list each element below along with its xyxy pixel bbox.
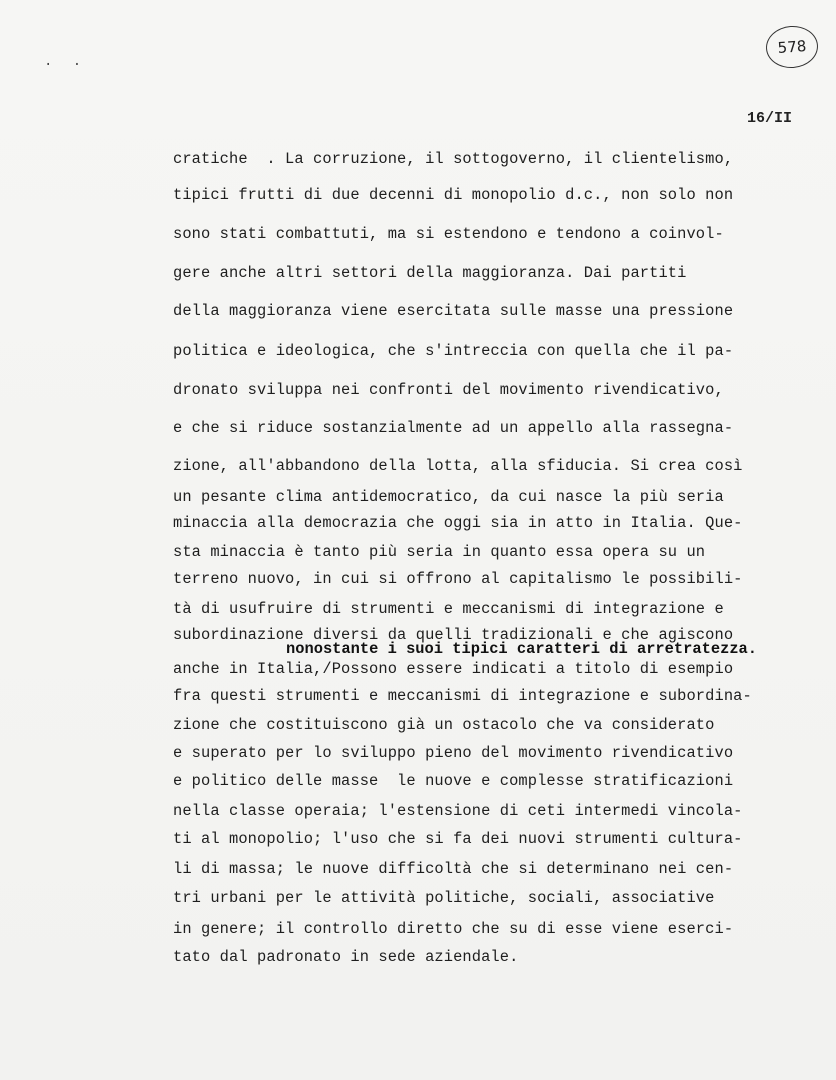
text-line: tri urbani per le attività politiche, sociali, associative [173,889,715,907]
text-line: sta minaccia è tanto più seria in quanto essa opera su un [173,543,706,561]
archive-stamp: 578 [765,24,820,70]
text-line: zione che costituiscono già un ostacolo che va considerato [173,716,715,734]
text-line: e politico delle masse le nuove e complesse stratificazioni [173,772,734,790]
text-line: un pesante clima antidemocratico, da cui nasce la più seria [173,488,724,506]
text-line: in genere; il controllo diretto che su di esse viene eserci- [173,920,734,938]
text-line: tà di usufruire di strumenti e meccanismi di integrazione e [173,600,724,618]
text-line: li di massa; le nuove difficoltà che si determinano nei cen- [173,860,734,878]
text-line: e superato per lo sviluppo pieno del movimento rivendicativo [173,744,734,762]
text-line: sono stati combattuti, ma si estendono e tendono a coinvol- [173,225,724,243]
page-number: 16/II [747,110,793,127]
text-line: gere anche altri settori della maggioranza. Dai partiti [173,264,687,282]
text-line: terreno nuovo, in cui si offrono al capitalismo le possibili- [173,570,743,588]
text-line: e che si riduce sostanzialmente ad un appello alla rassegna- [173,419,734,437]
text-line: ti al monopolio; l'uso che si fa dei nuovi strumenti cultura- [173,830,743,848]
text-line: cratiche . La corruzione, il sottogoverno, il clientelismo, [173,150,734,168]
text-line: fra questi strumenti e meccanismi di integrazione e subordina- [173,687,752,705]
text-line: anche in Italia,/Possono essere indicati a titolo di esempio [173,660,734,678]
text-line: tipici frutti di due decenni di monopolio d.c., non solo non [173,186,734,204]
text-line: subordinazione diversi da quelli tradizionali e che agiscono [173,626,734,644]
text-line: politica e ideologica, che s'intreccia con quella che il pa- [173,342,734,360]
text-line: nella classe operaia; l'estensione di ceti intermedi vincola- [173,802,743,820]
text-line: zione, all'abbandono della lotta, alla sfiducia. Si crea così [173,457,743,475]
text-line: dronato sviluppa nei confronti del movimento rivendicativo, [173,381,724,399]
text-line: tato dal padronato in sede aziendale. [173,948,519,966]
text-line: della maggioranza viene esercitata sulle masse una pressione [173,302,734,320]
handwritten-insertion: nonostante i suoi tipici caratteri di arretratezza. [286,640,758,658]
text-line: minaccia alla democrazia che oggi sia in atto in Italia. Que- [173,514,743,532]
margin-marks: . . [44,54,88,70]
